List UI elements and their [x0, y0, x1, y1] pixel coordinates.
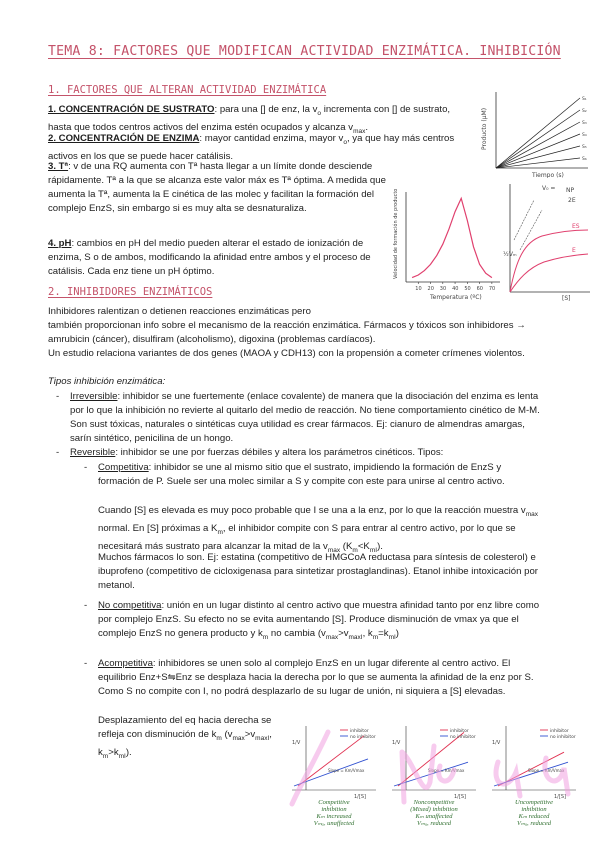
temperature-tick-label: 70: [488, 286, 496, 292]
section-heading-factors: 1. FACTORES QUE ALTERAN ACTIVIDAD ENZIMÁTICA: [48, 84, 327, 96]
lw-xlabel: 1/[S]: [354, 794, 366, 800]
mm-label-v0: V₀ =: [542, 185, 556, 192]
product-xlabel: Tiempo (s): [532, 172, 564, 178]
lw-ylabel: 1/V: [492, 740, 501, 746]
factor-enzyme: 2. CONCENTRACIÓN DE ENZIMA: mayor cantidad enzima, mayor $v_o$, ya que hay más centros activos en los que se puede hacer catálisis.: [48, 133, 455, 162]
lw-caption: Kₘ unaffected: [415, 813, 453, 820]
product-ylabel: Producto (μM): [481, 107, 488, 150]
lw-ylabel: 1/V: [392, 740, 401, 746]
competitive-examples: Muchos fármacos lo son. Ej: estatina (competitivo de HMGCoA reductasa para síntesis de colesterol) e ibuprofeno (competitivo de cicloxigenasa para sintetizar prostaglandinas). Etanol inhibe intoxicación por metanol.: [98, 552, 538, 592]
temperature-tick-label: 60: [476, 286, 483, 292]
inhibitors-intro-1: Inhibidores ralentizan o detienen reacciones enzimáticas pero: [48, 306, 311, 317]
lw-caption: inhibition: [321, 806, 347, 813]
inhibitors-intro-3: Un estudio relaciona variantes de dos genes (MAOA y CDH13) con la propensión a cometer crímenes violentos.: [48, 348, 525, 359]
mm-label-es: ES: [572, 223, 580, 230]
product-time-figure: [480, 88, 592, 178]
lw-caption: Uncompetitive: [515, 799, 553, 806]
lw-xlabel: 1/[S]: [454, 794, 466, 800]
inhibition-types-heading: Tipos inhibición enzimática:: [48, 376, 166, 387]
product-line-label: S₃: [582, 121, 587, 126]
lw-slope-note: Slope = Km/Vmax: [528, 768, 565, 773]
reversible-item: - Reversible: inhibidor se une por fuerzas débiles y altera los parámetros cinéticos. Tipos:: [56, 447, 444, 458]
lw-caption: Vₘₐₓ reduced: [516, 820, 552, 827]
temperature-ylabel: Velocidad de formación de producto: [393, 188, 399, 279]
lineweaver-burk-figure: [284, 722, 584, 830]
factor-ph: 4. pH: cambios en pH del medio pueden alterar el estado de ionización de enzima, S o de ambos, modificando la afinidad entre ambos y el proceso de catálisis. Cada enz tiene un pH óptimo.: [48, 238, 371, 278]
highlight-stroke: [496, 762, 520, 796]
factor-substrate: 1. CONCENTRACIÓN DE SUSTRATO: para una [] de enz, la $v_o$ incrementa con [] de sustrato, hasta que todos centros activos del enzima estén ocupados y alcanza $v_{max}$.: [48, 104, 451, 135]
product-line-label: S₆: [582, 157, 587, 162]
factor-temperature: 3. Tª: v de una RQ aumenta con Tª hasta llegar a un límite donde desciende rápidamente. Tª a la que se alcanza este valor máx es Tª óptima. A medida que aumenta la Tª, aumenta la E cinética de las molec y facilitan la formación del complejo EnzS, sin embargo si es muy alta se desnaturaliza.: [48, 161, 386, 215]
mm-label-np: NP: [566, 187, 575, 194]
inhibitor-line: [298, 736, 364, 786]
temperature-tick-label: 20: [427, 286, 434, 292]
temperature-tick-label: 50: [464, 286, 471, 292]
product-line: [496, 146, 580, 168]
temperature-tick-label: 30: [439, 286, 447, 292]
mm-label-e: E: [572, 247, 576, 254]
mm-label-2e: 2E: [568, 197, 576, 204]
lw-caption: Noncompetitive: [413, 799, 455, 806]
michaelis-menten-figure: [502, 180, 594, 302]
mm-label-half: ½Vₘ: [503, 251, 517, 258]
product-line-label: S₅: [582, 145, 587, 150]
lw-caption: Vₘₐₓ unaffected: [313, 820, 355, 827]
lw-caption: inhibition: [521, 806, 547, 813]
lw-slope-note: Slope = Km/Vmax: [428, 768, 465, 773]
lw-slope-note: Slope = Km/Vmax: [328, 768, 365, 773]
lw-ylabel: 1/V: [292, 740, 301, 746]
highlight-stroke: [402, 746, 434, 802]
legend-no-inhibitor: no inhibitor: [350, 735, 376, 740]
product-line: [496, 122, 580, 168]
lw-xlabel: 1/[S]: [554, 794, 566, 800]
legend-no-inhibitor: no inhibitor: [450, 735, 476, 740]
temperature-curve: [412, 198, 492, 277]
temperature-tick-label: 40: [452, 286, 459, 292]
product-line: [496, 98, 580, 168]
product-line-label: S₁: [582, 97, 587, 102]
section-heading-inhibitors: 2. INHIBIDORES ENZIMÁTICOS: [48, 286, 213, 298]
uncompetitive-detail: Desplazamiento del eq hacia derecha se refleja con disminución de $k_m$ ($v_{max}>v_{maxI}$, $k_m>k_{mI}$).: [98, 715, 272, 760]
legend-inhibitor: inhibitor: [450, 729, 469, 734]
page-title: TEMA 8: FACTORES QUE MODIFICAN ACTIVIDAD ENZIMÁTICA. INHIBICIÓN: [48, 44, 561, 59]
temperature-xlabel: Temperatura (ºC): [430, 294, 482, 301]
temperature-tick-label: 10: [415, 286, 422, 292]
uncompetitive-item: - Acompetitiva: inhibidores se unen solo al complejo EnzS en un lugar diferente al centro activo. El equilibrio Enz+S⇋Enz se desplaza hacia la derecha por lo que se aumenta la afinidad de la enz por S. Como S no compite con I, no podrá desplazarlo de su lugar de unión, ni siquiera a [S] elevadas.: [84, 658, 534, 698]
legend-no-inhibitor: no inhibitor: [550, 735, 576, 740]
inhibitors-intro-2: también proporcionan info sobre el mecanismo de la reacción enzimática. Fármacos y tóxicos son inhibidores → amrubicin (cáncer), disulfiram (alcoholismo), digoxina (problemas cardíacos).: [48, 320, 526, 346]
mm-label-s: [S]: [562, 295, 571, 302]
temperature-figure: [392, 186, 502, 302]
lw-caption: (Mixed) inhibition: [410, 806, 458, 813]
product-line-label: S₄: [582, 133, 587, 138]
competitive-detail: Cuando [S] es elevada es muy poco probable que I se una a la enz, por lo que la reacción muestra $v_{max}$ normal. En [S] próximas a $K_m$, el inhibidor compite con S para entrar al centro activo, por lo que se necesitará más sustrato para alcanzar la mitad de la $v_{max}$ $(K_m<K_{mI})$.: [98, 505, 538, 554]
irreversible-item: - Irreversible: inhibidor se une fuertemente (enlace covalente) de manera que la disociación del enzima es lenta por lo que la inhibición no revierte al quitarlo del medio de reacción. No tiene comportamiento cinético de M-M. Son sust tóxicas, naturales o sintéticas cuya utilidad es crear fármacos. Ej: cianuro de almendras amargas, sarín sintético, penicilina de un hongo.: [56, 391, 540, 445]
lw-caption: Vₘₐₓ reduced: [416, 820, 452, 827]
lw-caption: Kₘ reduced: [518, 813, 550, 820]
product-line-label: S₂: [582, 109, 587, 114]
noncompetitive-item: - No competitiva: unión en un lugar distinto al centro activo que muestra afinidad tanto por enz libre como por complejo EnzS. Su efecto no se evita aumentando [S]. Produce disminución de vmax ya que el complejo EnzS no genera producto y $k_m$ no cambia ($v_{max}>v_{maxI}$, $k_m=k_{mI}$): [84, 600, 540, 642]
competitive-item: - Competitiva: inhibidor se une al mismo sitio que el sustrato, impidiendo la formación de EnzS y formación de P. Suele ser una molec similar a S y compite con este para unirse al centro activo.: [84, 462, 505, 488]
lw-caption: Kₘ increased: [316, 813, 352, 820]
legend-inhibitor: inhibitor: [550, 729, 569, 734]
legend-inhibitor: inhibitor: [350, 729, 369, 734]
lw-caption: Competitive: [318, 799, 350, 806]
